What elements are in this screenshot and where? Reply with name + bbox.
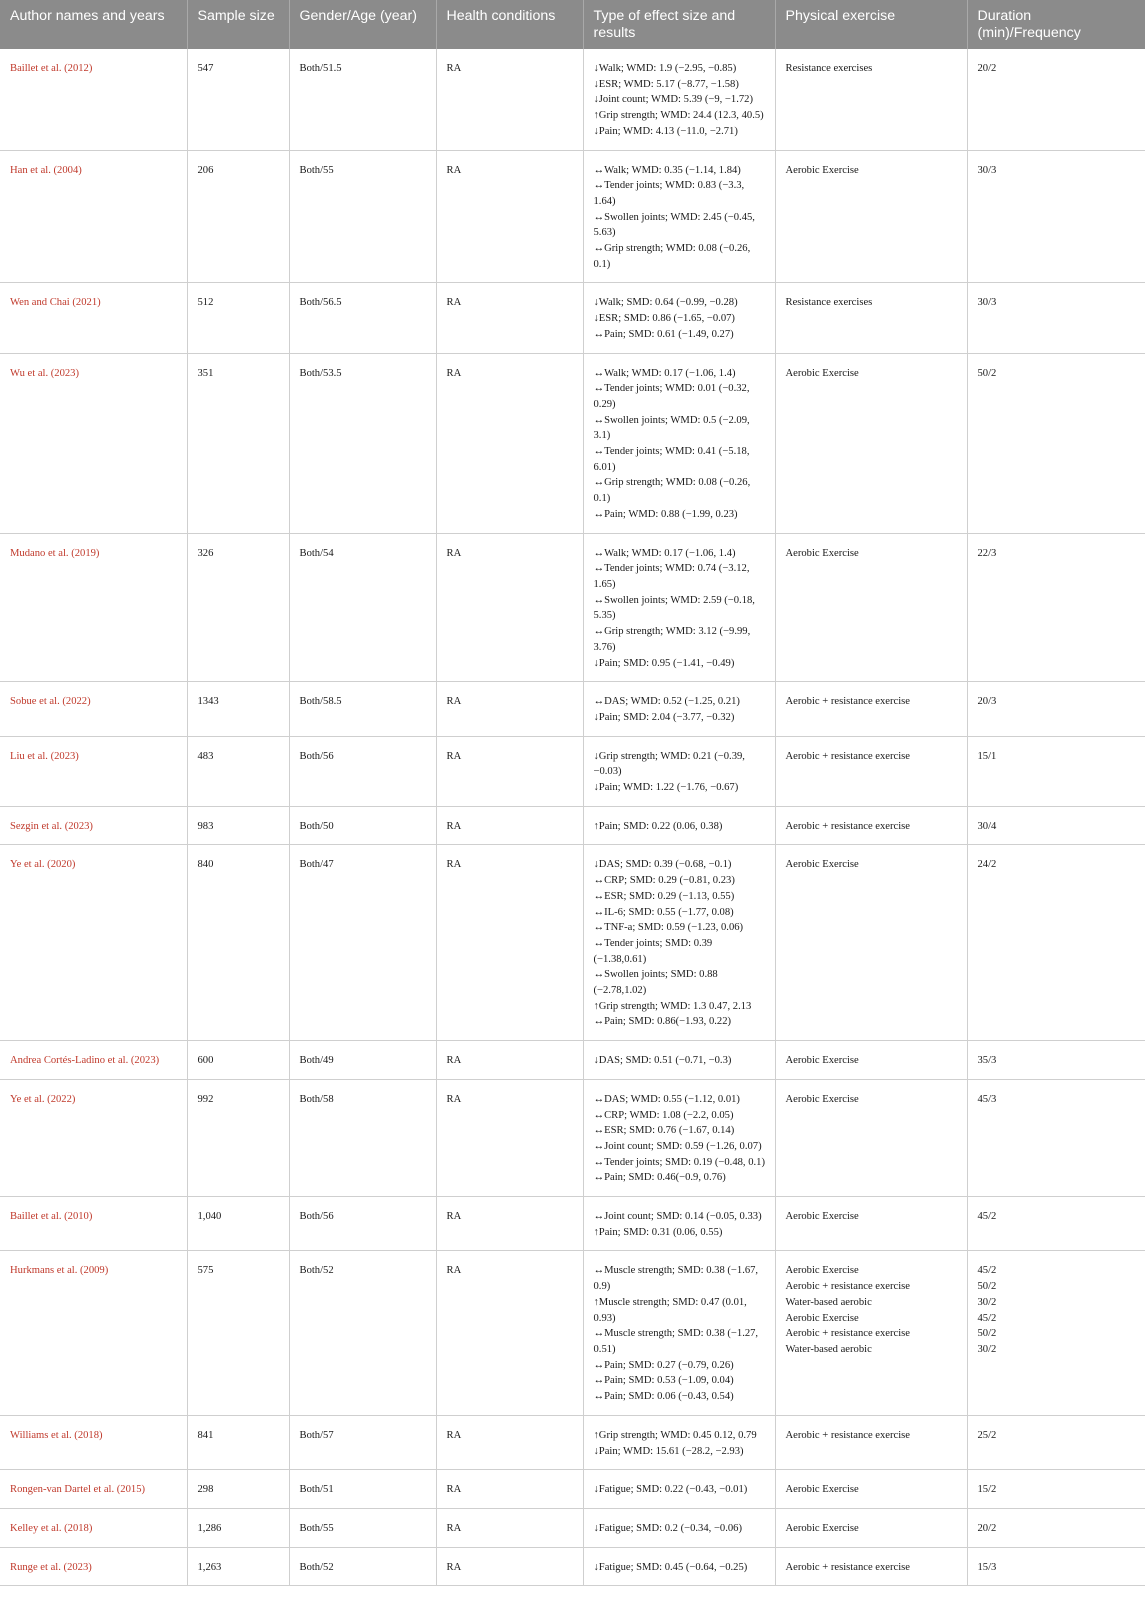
effect-result-line: ↔Tender joints; WMD: 0.41 (−5.18, 6.01)	[593, 446, 750, 473]
duration-line: 45/2	[977, 1265, 997, 1277]
cell-physical-exercise	[775, 1415, 967, 1469]
cell-gender-age: Both/54	[289, 533, 436, 682]
effect-result-line: ↓Pain; WMD: 15.61 (−28.2, −2.93)	[593, 1445, 744, 1457]
effect-result-line: ↔Swollen joints; SMD: 0.88 (−2.78,1.02)	[593, 969, 718, 997]
cell-effect-results	[583, 1547, 775, 1586]
effect-result-line: ↑Muscle strength; SMD: 0.47 (0.01, 0.93)	[593, 1296, 747, 1324]
effect-result-line: ↓Grip strength; WMD: 0.21 (−0.39, −0.03)	[593, 750, 745, 778]
cell-physical-exercise	[775, 150, 967, 283]
cell-health-condition: RA	[436, 49, 583, 150]
exercise-type-line: Resistance exercises	[785, 297, 873, 309]
cell-sample-size: 1,263	[187, 1547, 289, 1586]
cell-duration-frequency	[967, 533, 1145, 682]
column-header-duration-frequency: Duration (min)/Frequency	[967, 0, 1145, 49]
table-row	[0, 1415, 1145, 1469]
cell-physical-exercise	[775, 1079, 967, 1196]
cell-duration-frequency	[967, 736, 1145, 806]
cell-gender-age: Both/49	[289, 1041, 436, 1080]
duration-line: 15/3	[977, 1561, 997, 1573]
column-header-health-conditions: Health conditions	[436, 0, 583, 49]
author-link[interactable]: Sezgin et al. (2023)	[10, 820, 93, 832]
effect-result-line: ↔Joint count; SMD: 0.14 (−0.05, 0.33)	[593, 1211, 762, 1223]
cell-health-condition: RA	[436, 353, 583, 533]
cell-author	[0, 736, 187, 806]
exercise-type-line: Aerobic Exercise	[785, 1484, 859, 1496]
cell-sample-size: 983	[187, 806, 289, 845]
cell-physical-exercise	[775, 1251, 967, 1415]
cell-duration-frequency	[967, 353, 1145, 533]
effect-result-line: ↔Joint count; SMD: 0.59 (−1.26, 0.07)	[593, 1140, 762, 1152]
effect-result-line: ↔Walk; WMD: 0.17 (−1.06, 1.4)	[593, 367, 736, 379]
cell-effect-results	[583, 682, 775, 736]
duration-line: 24/2	[977, 859, 997, 871]
cell-health-condition: RA	[436, 1470, 583, 1509]
effect-result-line: ↔ESR; SMD: 0.76 (−1.67, 0.14)	[593, 1125, 735, 1137]
cell-sample-size: 841	[187, 1415, 289, 1469]
cell-author	[0, 1508, 187, 1547]
effect-result-line: ↔Swollen joints; WMD: 2.59 (−0.18, 5.35)	[593, 594, 755, 622]
cell-duration-frequency	[967, 1470, 1145, 1509]
table-row	[0, 1547, 1145, 1586]
cell-health-condition: RA	[436, 806, 583, 845]
author-link[interactable]: Ye et al. (2022)	[10, 1093, 76, 1105]
effect-result-line: ↔Tender joints; SMD: 0.39 (−1.38,0.61)	[593, 937, 713, 965]
cell-health-condition: RA	[436, 533, 583, 682]
effect-result-line: ↔Grip strength; WMD: 0.08 (−0.26, 0.1)	[593, 477, 751, 505]
table-row	[0, 1079, 1145, 1196]
cell-gender-age: Both/52	[289, 1251, 436, 1415]
effect-result-line: ↔Walk; WMD: 0.17 (−1.06, 1.4)	[593, 547, 736, 559]
cell-sample-size: 600	[187, 1041, 289, 1080]
exercise-type-line: Aerobic Exercise	[785, 1093, 859, 1105]
cell-effect-results	[583, 736, 775, 806]
cell-physical-exercise	[775, 533, 967, 682]
column-header-sample-size: Sample size	[187, 0, 289, 49]
duration-line: 20/3	[977, 696, 997, 708]
effect-result-line: ↓Fatigue; SMD: 0.45 (−0.64, −0.25)	[593, 1561, 748, 1573]
effect-result-line: ↔IL-6; SMD: 0.55 (−1.77, 0.08)	[593, 906, 734, 918]
cell-sample-size: 992	[187, 1079, 289, 1196]
author-link[interactable]: Ye et al. (2020)	[10, 859, 76, 871]
effect-result-line: ↔Pain; SMD: 0.27 (−0.79, 0.26)	[593, 1359, 734, 1371]
author-link[interactable]: Wu et al. (2023)	[10, 367, 79, 379]
cell-health-condition: RA	[436, 682, 583, 736]
effect-result-line: ↔Pain; SMD: 0.61 (−1.49, 0.27)	[593, 328, 734, 340]
duration-line: 45/2	[977, 1211, 997, 1223]
cell-gender-age: Both/50	[289, 806, 436, 845]
duration-line: 50/2	[977, 1281, 997, 1293]
effect-result-line: ↔Tender joints; WMD: 0.83 (−3.3, 1.64)	[593, 180, 745, 207]
duration-line: 30/2	[977, 1344, 997, 1355]
cell-sample-size: 1,040	[187, 1197, 289, 1251]
header-row	[0, 0, 1145, 49]
effect-result-line: ↔Swollen joints; WMD: 0.5 (−2.09, 3.1)	[593, 414, 750, 442]
cell-author	[0, 353, 187, 533]
exercise-type-line: Aerobic Exercise	[785, 164, 859, 176]
effect-result-line: ↔DAS; WMD: 0.55 (−1.12, 0.01)	[593, 1093, 740, 1105]
author-link[interactable]: Mudano et al. (2019)	[10, 547, 100, 559]
duration-line: 50/2	[977, 367, 997, 379]
cell-gender-age: Both/58	[289, 1079, 436, 1196]
cell-duration-frequency	[967, 806, 1145, 845]
duration-line: 30/4	[977, 820, 997, 832]
table-row	[0, 1041, 1145, 1080]
effect-result-line: ↔TNF-a; SMD: 0.59 (−1.23, 0.06)	[593, 922, 744, 934]
cell-effect-results	[583, 283, 775, 353]
effect-result-line: ↓ESR; SMD: 0.86 (−1.65, −0.07)	[593, 313, 735, 325]
effect-result-line: ↑Grip strength; WMD: 0.45 0.12, 0.79	[593, 1429, 757, 1441]
cell-physical-exercise	[775, 49, 967, 150]
cell-sample-size: 575	[187, 1251, 289, 1415]
duration-line: 45/2	[977, 1312, 997, 1324]
effect-result-line: ↓Fatigue; SMD: 0.2 (−0.34, −0.06)	[593, 1522, 742, 1534]
cell-effect-results	[583, 1041, 775, 1080]
effect-result-line: ↓Pain; SMD: 2.04 (−3.77, −0.32)	[593, 711, 735, 723]
cell-health-condition: RA	[436, 845, 583, 1041]
column-header-author: Author names and years	[0, 0, 187, 49]
author-link[interactable]: Baillet et al. (2012)	[10, 63, 93, 74]
cell-physical-exercise	[775, 736, 967, 806]
column-header-physical-exercise: Physical exercise	[775, 0, 967, 49]
duration-line: 50/2	[977, 1328, 997, 1340]
author-link[interactable]: Hurkmans et al. (2009)	[10, 1265, 109, 1277]
exercise-type-line: Aerobic Exercise	[785, 367, 859, 379]
exercise-type-line: Aerobic Exercise	[785, 1055, 859, 1067]
cell-gender-age: Both/51.5	[289, 49, 436, 150]
cell-gender-age: Both/55	[289, 1508, 436, 1547]
effect-result-line: ↓Fatigue; SMD: 0.22 (−0.43, −0.01)	[593, 1484, 748, 1496]
cell-author	[0, 1251, 187, 1415]
effect-result-line: ↔Muscle strength; SMD: 0.38 (−1.67, 0.9)	[593, 1265, 759, 1293]
cell-physical-exercise	[775, 1547, 967, 1586]
author-link[interactable]: Liu et al. (2023)	[10, 750, 79, 762]
cell-physical-exercise	[775, 845, 967, 1041]
cell-duration-frequency	[967, 1547, 1145, 1586]
cell-duration-frequency	[967, 283, 1145, 353]
effect-result-line: ↔Muscle strength; SMD: 0.38 (−1.27, 0.51)	[593, 1328, 759, 1355]
cell-physical-exercise	[775, 806, 967, 845]
duration-line: 20/2	[977, 1522, 997, 1534]
cell-gender-age: Both/51	[289, 1470, 436, 1509]
cell-author	[0, 49, 187, 150]
effect-result-line: ↔Grip strength; WMD: 3.12 (−9.99, 3.76)	[593, 626, 751, 653]
cell-author	[0, 1041, 187, 1080]
cell-effect-results	[583, 1508, 775, 1547]
effect-result-line: ↓Walk; WMD: 1.9 (−2.95, −0.85)	[593, 63, 737, 74]
cell-author	[0, 1415, 187, 1469]
author-link[interactable]: Sobue et al. (2022)	[10, 696, 91, 708]
table-row	[0, 1197, 1145, 1251]
cell-sample-size: 483	[187, 736, 289, 806]
cell-effect-results	[583, 1470, 775, 1509]
effect-result-line: ↓Pain; WMD: 1.22 (−1.76, −0.67)	[593, 782, 739, 794]
cell-effect-results	[583, 49, 775, 150]
table-row	[0, 1251, 1145, 1415]
cell-physical-exercise	[775, 353, 967, 533]
cell-sample-size: 1343	[187, 682, 289, 736]
cell-physical-exercise	[775, 1470, 967, 1509]
author-link[interactable]: Baillet et al. (2010)	[10, 1211, 93, 1223]
cell-effect-results	[583, 1251, 775, 1415]
table-row	[0, 806, 1145, 845]
cell-physical-exercise	[775, 682, 967, 736]
effect-result-line: ↑Pain; SMD: 0.22 (0.06, 0.38)	[593, 820, 723, 832]
author-link[interactable]: Williams et al. (2018)	[10, 1429, 103, 1441]
exercise-type-line: Aerobic + resistance exercise	[785, 750, 911, 762]
exercise-type-line: Water-based aerobic	[785, 1296, 872, 1308]
cell-author	[0, 283, 187, 353]
cell-physical-exercise	[775, 1197, 967, 1251]
cell-health-condition: RA	[436, 1415, 583, 1469]
table-header	[0, 0, 1145, 49]
cell-duration-frequency	[967, 49, 1145, 150]
cell-author	[0, 1197, 187, 1251]
table-row	[0, 353, 1145, 533]
exercise-type-line: Water-based aerobic	[785, 1344, 872, 1355]
cell-author	[0, 533, 187, 682]
cell-health-condition: RA	[436, 1041, 583, 1080]
cell-effect-results	[583, 806, 775, 845]
column-header-gender-age: Gender/Age (year)	[289, 0, 436, 49]
effect-result-line: ↔ESR; SMD: 0.29 (−1.13, 0.55)	[593, 890, 735, 902]
effect-result-line: ↔Tender joints; SMD: 0.19 (−0.48, 0.1)	[593, 1156, 765, 1168]
exercise-type-line: Aerobic + resistance exercise	[785, 1281, 911, 1293]
cell-health-condition: RA	[436, 1079, 583, 1196]
exercise-type-line: Aerobic + resistance exercise	[785, 1429, 911, 1441]
author-link[interactable]: Wen and Chai (2021)	[10, 297, 101, 309]
duration-line: 15/1	[977, 750, 997, 762]
cell-effect-results	[583, 1197, 775, 1251]
cell-health-condition: RA	[436, 150, 583, 283]
cell-effect-results	[583, 150, 775, 283]
column-header-effect-size: Type of effect size and results	[583, 0, 775, 49]
effect-result-line: ↔Tender joints; WMD: 0.74 (−3.12, 1.65)	[593, 563, 750, 590]
cell-gender-age: Both/58.5	[289, 682, 436, 736]
table-row	[0, 682, 1145, 736]
cell-effect-results	[583, 1079, 775, 1196]
cell-health-condition: RA	[436, 283, 583, 353]
cell-health-condition: RA	[436, 736, 583, 806]
exercise-type-line: Aerobic Exercise	[785, 1522, 859, 1534]
cell-author	[0, 682, 187, 736]
cell-duration-frequency	[967, 845, 1145, 1041]
cell-gender-age: Both/52	[289, 1547, 436, 1586]
effect-result-line: ↔Pain; SMD: 0.53 (−1.09, 0.04)	[593, 1375, 734, 1387]
cell-author	[0, 845, 187, 1041]
effect-result-line: ↑Pain; SMD: 0.31 (0.06, 0.55)	[593, 1226, 723, 1238]
duration-line: 30/3	[977, 297, 997, 309]
author-link[interactable]: Kelley et al. (2018)	[10, 1522, 93, 1534]
cell-sample-size: 512	[187, 283, 289, 353]
cell-sample-size: 206	[187, 150, 289, 283]
cell-sample-size: 326	[187, 533, 289, 682]
exercise-type-line: Aerobic Exercise	[785, 547, 859, 559]
duration-line: 35/3	[977, 1055, 997, 1067]
exercise-type-line: Aerobic + resistance exercise	[785, 820, 911, 832]
duration-line: 30/2	[977, 1296, 997, 1308]
effect-result-line: ↔DAS; WMD: 0.52 (−1.25, 0.21)	[593, 696, 740, 708]
cell-health-condition: RA	[436, 1251, 583, 1415]
cell-duration-frequency	[967, 1251, 1145, 1415]
exercise-type-line: Aerobic + resistance exercise	[785, 1328, 911, 1340]
cell-effect-results	[583, 533, 775, 682]
effect-result-line: ↔Pain; SMD: 0.46(−0.9, 0.76)	[593, 1172, 726, 1184]
table-row	[0, 533, 1145, 682]
effect-result-line: ↔CRP; WMD: 1.08 (−2.2, 0.05)	[593, 1109, 734, 1121]
table-row	[0, 1508, 1145, 1547]
effect-result-line: ↓DAS; SMD: 0.39 (−0.68, −0.1)	[593, 859, 732, 871]
cell-author	[0, 1079, 187, 1196]
effect-result-line: ↔Pain; WMD: 0.88 (−1.99, 0.23)	[593, 508, 738, 520]
exercise-type-line: Aerobic Exercise	[785, 1211, 859, 1223]
author-link[interactable]: Runge et al. (2023)	[10, 1561, 92, 1573]
cell-physical-exercise	[775, 1508, 967, 1547]
effect-result-line: ↑Grip strength; WMD: 1.3 0.47, 2.13	[593, 1000, 752, 1012]
cell-effect-results	[583, 845, 775, 1041]
cell-author	[0, 1547, 187, 1586]
cell-author	[0, 1470, 187, 1509]
exercise-type-line: Aerobic + resistance exercise	[785, 696, 911, 708]
table-row	[0, 1470, 1145, 1509]
effect-result-line: ↓Pain; WMD: 4.13 (−11.0, −2.71)	[593, 125, 738, 137]
cell-physical-exercise	[775, 283, 967, 353]
cell-sample-size: 298	[187, 1470, 289, 1509]
effect-result-line: ↔Pain; SMD: 0.86(−1.93, 0.22)	[593, 1016, 732, 1028]
table-row	[0, 150, 1145, 283]
table-row	[0, 736, 1145, 806]
cell-duration-frequency	[967, 1197, 1145, 1251]
exercise-type-line: Aerobic + resistance exercise	[785, 1561, 911, 1573]
effect-result-line: ↔Tender joints; WMD: 0.01 (−0.32, 0.29)	[593, 383, 750, 410]
cell-effect-results	[583, 1415, 775, 1469]
exercise-type-line: Resistance exercises	[785, 63, 873, 74]
cell-duration-frequency	[967, 1415, 1145, 1469]
author-link[interactable]: Rongen-van Dartel et al. (2015)	[10, 1484, 146, 1496]
cell-gender-age: Both/55	[289, 150, 436, 283]
cell-gender-age: Both/56.5	[289, 283, 436, 353]
duration-line: 22/3	[977, 547, 997, 559]
duration-line: 30/3	[977, 164, 997, 176]
cell-duration-frequency	[967, 150, 1145, 283]
cell-duration-frequency	[967, 1041, 1145, 1080]
effect-result-line: ↔Pain; SMD: 0.06 (−0.43, 0.54)	[593, 1391, 734, 1403]
cell-health-condition: RA	[436, 1508, 583, 1547]
duration-line: 45/3	[977, 1093, 997, 1105]
cell-duration-frequency	[967, 1508, 1145, 1547]
duration-line: 20/2	[977, 63, 997, 74]
exercise-type-line: Aerobic Exercise	[785, 1312, 859, 1324]
exercise-type-line: Aerobic Exercise	[785, 859, 859, 871]
cell-sample-size: 547	[187, 49, 289, 150]
cell-sample-size: 351	[187, 353, 289, 533]
cell-gender-age: Both/57	[289, 1415, 436, 1469]
cell-health-condition: RA	[436, 1547, 583, 1586]
table-body	[0, 49, 1145, 1586]
cell-gender-age: Both/56	[289, 736, 436, 806]
table-row	[0, 283, 1145, 353]
cell-author	[0, 806, 187, 845]
duration-line: 25/2	[977, 1429, 997, 1441]
cell-duration-frequency	[967, 1079, 1145, 1196]
effect-result-line: ↓Walk; SMD: 0.64 (−0.99, −0.28)	[593, 297, 738, 309]
effect-result-line: ↓Pain; SMD: 0.95 (−1.41, −0.49)	[593, 657, 735, 669]
effect-result-line: ↓ESR; WMD: 5.17 (−8.77, −1.58)	[593, 78, 739, 90]
cell-gender-age: Both/47	[289, 845, 436, 1041]
cell-gender-age: Both/56	[289, 1197, 436, 1251]
effect-result-line: ↔Swollen joints; WMD: 2.45 (−0.45, 5.63)	[593, 211, 755, 239]
cell-sample-size: 840	[187, 845, 289, 1041]
cell-author	[0, 150, 187, 283]
author-link[interactable]: Andrea Cortés-Ladino et al. (2023)	[10, 1055, 160, 1067]
table-row	[0, 49, 1145, 150]
table-row	[0, 845, 1145, 1041]
duration-line: 15/2	[977, 1484, 997, 1496]
cell-gender-age: Both/53.5	[289, 353, 436, 533]
cell-physical-exercise	[775, 1041, 967, 1080]
cell-duration-frequency	[967, 682, 1145, 736]
effect-result-line: ↔Grip strength; WMD: 0.08 (−0.26, 0.1)	[593, 243, 751, 270]
effect-result-line: ↓Joint count; WMD: 5.39 (−9, −1.72)	[593, 94, 753, 106]
exercise-type-line: Aerobic Exercise	[785, 1265, 859, 1277]
effect-result-line: ↓DAS; SMD: 0.51 (−0.71, −0.3)	[593, 1055, 732, 1067]
effect-result-line: ↔Walk; WMD: 0.35 (−1.14, 1.84)	[593, 164, 741, 176]
cell-sample-size: 1,286	[187, 1508, 289, 1547]
effect-result-line: ↔CRP; SMD: 0.29 (−0.81, 0.23)	[593, 875, 735, 887]
author-link[interactable]: Han et al. (2004)	[10, 164, 82, 176]
cell-health-condition: RA	[436, 1197, 583, 1251]
effect-result-line: ↑Grip strength; WMD: 24.4 (12.3, 40.5)	[593, 110, 764, 122]
cell-effect-results	[583, 353, 775, 533]
